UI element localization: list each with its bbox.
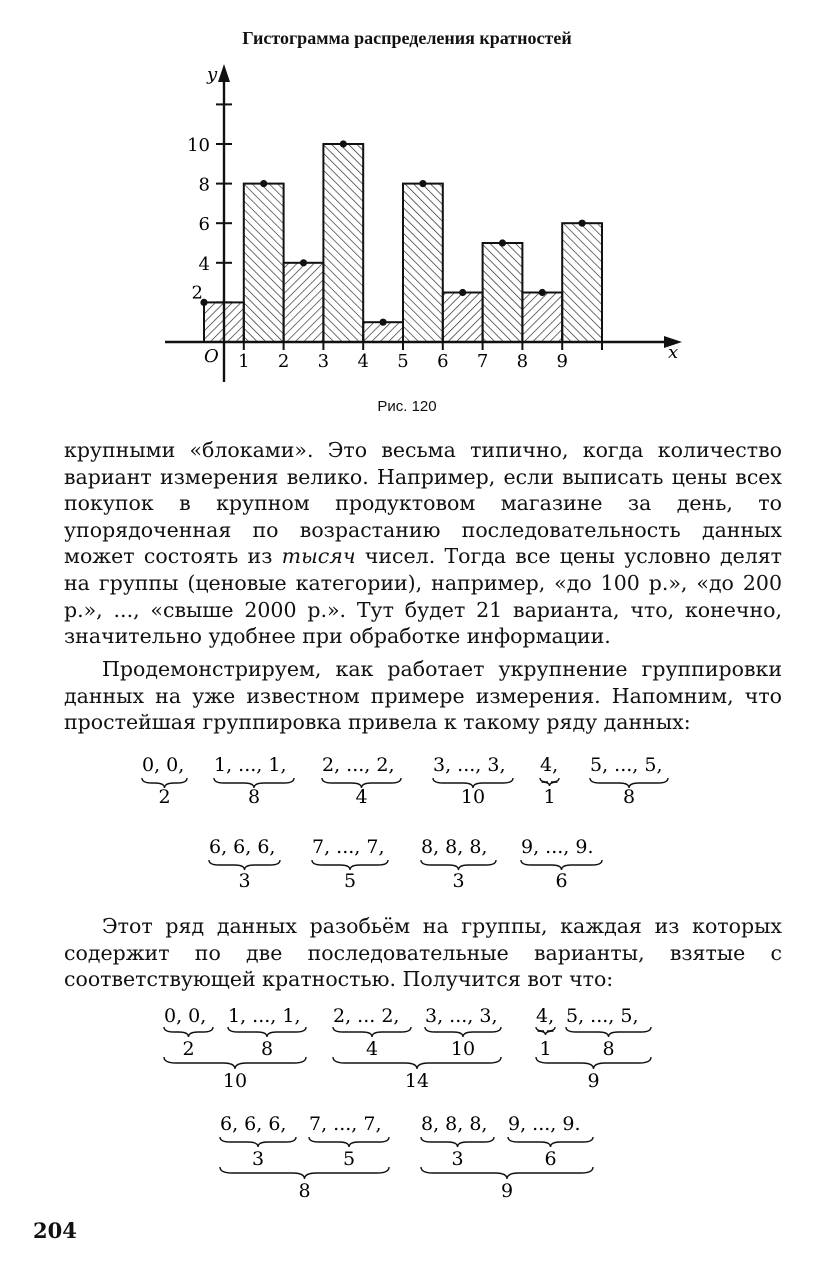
x-tick-label-8: 8 (516, 351, 529, 372)
s2r2-group-count-0: 8 (298, 1180, 311, 1202)
paragraph-1-italic: тысяч (281, 544, 356, 569)
s1r1-brace-4 (540, 778, 559, 786)
s2r1-group-count-0: 10 (222, 1070, 248, 1092)
chart-title: Гистограмма распределения кратностей (242, 28, 572, 48)
s1r1-values-3: 3, ..., 3, (433, 754, 506, 776)
x-tick-label-9: 9 (556, 351, 568, 372)
s2r1-count-0: 2 (182, 1038, 195, 1060)
paragraph-1-start: крупными «блоками». Это весьма типично, когда количество вариант измерения велико. Например, если выписать цены всех покупок в крупном продуктовом магазине за день, то упорядоченная по возрастанию последовательность данных может состоять из (64, 438, 782, 569)
s2r1-brace-0 (164, 1027, 213, 1037)
s2r2-values-3: 9, ..., 9. (508, 1113, 581, 1135)
s2r2-count-3: 6 (544, 1148, 557, 1170)
s1r1-count-1: 8 (247, 786, 261, 808)
s2r2-values-1: 7, ..., 7, (309, 1113, 382, 1135)
s2r1-values-0: 0, 0, (164, 1005, 207, 1027)
s1r2-brace-2 (421, 860, 496, 870)
s2r1-brace-3 (425, 1027, 501, 1037)
s2r1-count-1: 8 (260, 1038, 274, 1060)
x-tick-label-5: 5 (397, 351, 409, 372)
s2r1-count-4: 1 (539, 1038, 552, 1060)
s2r1-count-5: 8 (602, 1038, 615, 1060)
figure-caption: Рис. 120 (377, 398, 437, 415)
s1r2-values-3: 9, ..., 9. (521, 836, 594, 858)
s2r1-brace-2 (333, 1027, 411, 1037)
s2r1-values-4: 4, (536, 1005, 555, 1027)
s2r2-group-brace-1 (421, 1167, 593, 1179)
x-tick-label-1: 1 (238, 351, 250, 372)
paragraph-3: Этот ряд данных разобьём на группы, каждая из которых содержит по две последовательные варианты, взятые с соответствующей кратностью. Получится вот что: (64, 914, 782, 992)
s2r1-values-5: 5, ..., 5, (566, 1005, 639, 1027)
s2r1-brace-4 (536, 1027, 555, 1035)
s2r2-brace-3 (508, 1137, 593, 1147)
x-tick-label-4: 4 (357, 351, 369, 372)
s1r1-values-2: 2, ..., 2, (322, 754, 395, 776)
s1r1-values-5: 5, ..., 5, (590, 754, 663, 776)
s1r2-brace-3 (521, 860, 602, 870)
s2r2-values-0: 6, 6, 6, (220, 1113, 287, 1135)
y-tick-label-4: 4 (198, 253, 210, 275)
s1r2-values-2: 8, 8, 8, (421, 836, 488, 858)
x-tick-label-3: 3 (317, 351, 330, 372)
s1r2-values-0: 6, 6, 6, (209, 836, 276, 858)
y-tick-label-2: 2 (191, 282, 203, 304)
x-tick-label-6: 6 (437, 351, 449, 372)
y-tick-label-10: 10 (187, 135, 210, 156)
s2r1-values-3: 3, ..., 3, (425, 1005, 498, 1027)
s1r2-brace-0 (209, 860, 280, 870)
s2r1-values-2: 2, ... 2, (333, 1005, 400, 1027)
s2r2-group-count-1: 9 (500, 1180, 514, 1202)
s1r2-count-1: 5 (343, 870, 357, 892)
s1r2-count-2: 3 (452, 870, 465, 892)
s2r2-group-brace-0 (220, 1167, 389, 1179)
paragraph-2: Продемонстрируем, как работает укрупнение группировки данных на уже известном примере измерения. Напомним, что простейшая группировка привела к такому ряду данных: (64, 657, 782, 735)
x-tick-label-2: 2 (277, 351, 290, 372)
x-axis-label: x (668, 342, 679, 363)
s1r1-values-1: 1, ..., 1, (214, 754, 287, 776)
s2r1-brace-5 (566, 1027, 651, 1037)
s2r1-group-brace-2 (536, 1057, 651, 1069)
s1r1-count-5: 8 (622, 786, 636, 808)
s2r1-group-brace-1 (333, 1057, 501, 1069)
s2r2-count-0: 3 (251, 1148, 265, 1170)
s1r2-values-1: 7, ..., 7, (312, 836, 385, 858)
page-number: 204 (33, 1218, 77, 1243)
s2r1-group-count-2: 9 (587, 1070, 600, 1092)
s2r1-group-count-1: 14 (404, 1070, 430, 1092)
s1r1-values-4: 4, (540, 754, 559, 776)
s2r2-count-2: 3 (451, 1148, 464, 1170)
s2r2-brace-0 (220, 1137, 296, 1147)
origin-label: O (204, 346, 219, 367)
s2r1-count-3: 10 (450, 1038, 476, 1060)
s1r1-count-2: 4 (355, 786, 368, 808)
s2r1-count-2: 4 (365, 1038, 379, 1060)
s2r2-brace-2 (421, 1137, 494, 1147)
s1r2-count-0: 3 (238, 870, 251, 892)
y-axis-label: y (207, 64, 218, 85)
paragraph-1-end: чисел. Тогда все цены условно делят на группы (ценовые категории), например, «до 100 р.», «до 200 р.», ..., «свыше 2000 р.». Тут будет 21 варианта, что, конечно, значительно удобнее при обработке информации. (64, 544, 782, 649)
s1r2-brace-1 (312, 860, 388, 870)
s2r1-values-1: 1, ..., 1, (228, 1005, 301, 1027)
s2r2-brace-1 (309, 1137, 389, 1147)
x-tick-label-7: 7 (476, 351, 489, 372)
s2r2-values-2: 8, 8, 8, (421, 1113, 488, 1135)
y-tick-label-8: 8 (198, 174, 210, 196)
s1r1-count-4: 1 (543, 786, 556, 808)
s1r2-count-3: 6 (555, 870, 568, 892)
s2r1-brace-1 (228, 1027, 306, 1037)
y-tick-label-6: 6 (198, 214, 210, 236)
s1r1-values-0: 0, 0, (142, 754, 185, 776)
s2r2-count-1: 5 (342, 1148, 356, 1170)
s1r1-count-0: 2 (158, 786, 171, 808)
s1r1-count-3: 10 (460, 786, 486, 808)
